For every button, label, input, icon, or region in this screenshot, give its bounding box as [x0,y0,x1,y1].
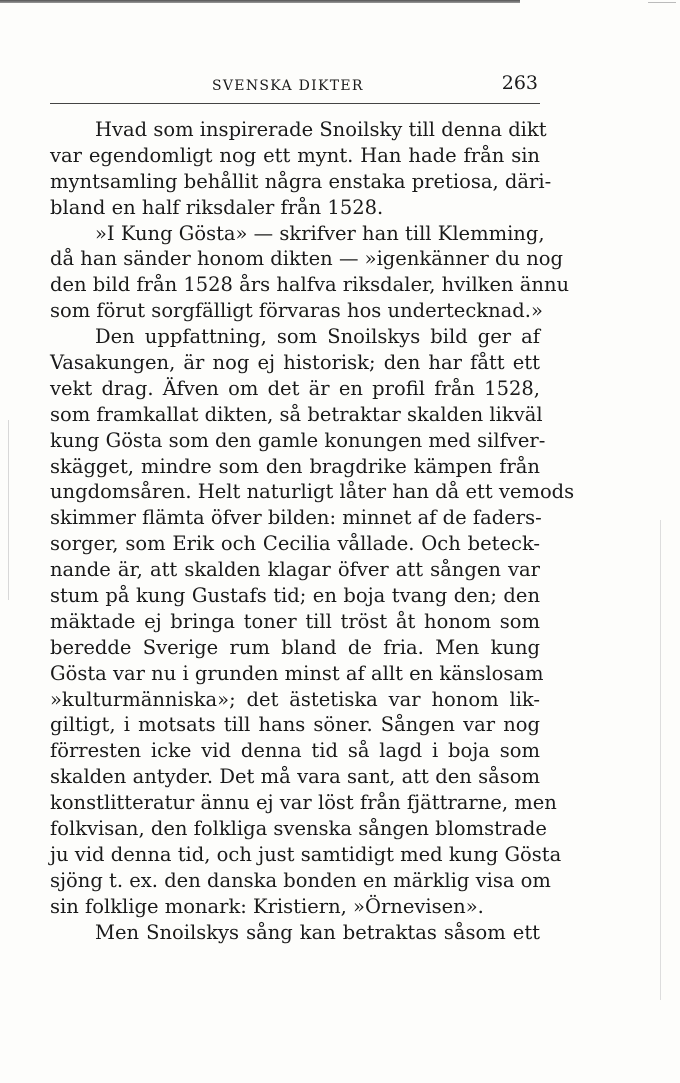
text-line: sin folklige monark: Kristiern, »Örnevisen». [50,894,484,918]
paragraph [50,324,575,919]
text-line: myntsamling behållit några enstaka pretiosa, däri- [50,169,552,193]
running-head-title: SVENSKA DIKTER [212,78,364,94]
running-head-rule [50,103,540,104]
text-line: sorger, som Erik och Cecilia vållade. Och beteck- [50,532,540,556]
scan-edge-right [660,520,661,1000]
paragraph [50,117,552,221]
text-line: skimmer flämta öfver bilden: minnet af de faders- [50,506,542,530]
text-line: stum på kung Gustafs tid; en boja tvang den; den [50,584,540,608]
page-top-edge-mark [648,2,676,3]
text-line: bland en half riksdaler från 1528. [50,195,384,219]
text-line: ju vid denna tid, och just samtidigt med kung Gösta [50,842,562,866]
text-line: konstlitteratur ännu ej var löst från fjättrarne, men [50,791,557,815]
text-line: beredde Sverige rum bland de fria. Men kung [50,635,540,659]
text-line: skalden antyder. Det må vara sant, att den såsom [50,765,540,789]
text-line: giltigt, i motsats till hans söner. Sången var nog [50,713,540,737]
text-line: nande är, att skalden klagar öfver att sången var [50,558,540,582]
text-line: som framkallat dikten, så betraktar skalden likväl [50,402,543,426]
text-line: ungdomsåren. Helt naturligt låter han då ett vemods [50,480,575,504]
text-line: Den uppfattning, som Snoilskys bild ger af [95,325,540,349]
text-line: den bild från 1528 års halfva riksdaler, hvilken ännu [50,273,570,297]
paragraph [50,221,570,325]
running-head [50,72,540,102]
text-line: var egendomligt nog ett mynt. Han hade från sin [50,143,540,167]
text-line: Gösta var nu i grunden minst af allt en känslosam [50,661,544,685]
scan-edge-left [8,420,9,600]
text-line: förresten icke vid denna tid så lagd i boja som [50,739,540,763]
text-line: kung Gösta som den gamle konungen med silfver- [50,428,546,452]
text-line: »kulturmänniska»; det ästetiska var honom lik- [50,687,540,711]
text-line: folkvisan, den folkliga svenska sången blomstrade [50,817,547,841]
text-line: Men Snoilskys sång kan betraktas såsom ett [95,920,540,944]
paragraph [50,920,540,946]
text-line: Vasakungen, är nog ej historisk; den har fått ett [50,351,540,375]
text-line: vekt drag. Äfven om det är en profil från 1528, [50,376,540,400]
text-line: »I Kung Gösta» — skrifver han till Klemming, [95,221,545,245]
text-line: skägget, mindre som den bragdrike kämpen från [50,454,540,478]
text-line: sjöng t. ex. den danska bonden en märklig visa om [50,868,551,892]
page-number: 263 [501,72,538,94]
text-line: Hvad som inspirerade Snoilsky till denna dikt [95,118,547,141]
body-text [50,117,575,946]
page-top-edge [0,0,520,3]
text-line: då han sänder honom dikten — »igenkänner du nog [50,247,564,271]
text-line: mäktade ej bringa toner till tröst åt honom som [50,609,540,633]
text-line: som förut sorgfälligt förvaras hos undertecknad.» [50,299,543,323]
